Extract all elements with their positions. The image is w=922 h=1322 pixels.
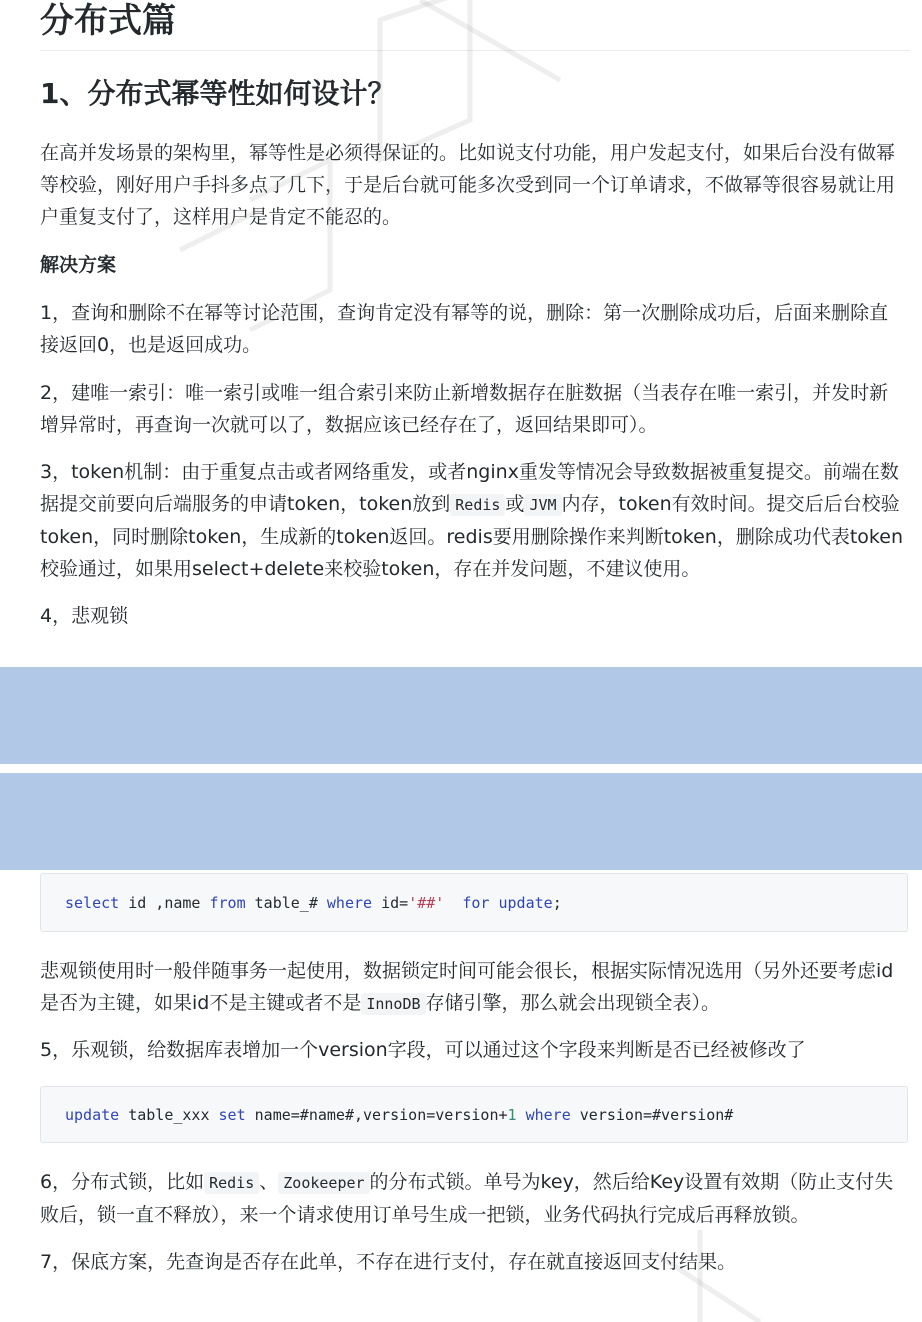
intro-paragraph: 在高并发场景的架构里，幂等性是必须得保证的。比如说支付功能，用户发起支付，如果后台没有做幂等校验，刚好用户手抖多点了几下，于是后台就可能多次受到同一个订单请求，不做幂等很容易就让用户重复支付了，这样用户是肯定不能忍的。 [40, 142, 896, 228]
code-token: update [65, 1106, 120, 1124]
code-token: where [525, 1106, 571, 1124]
code-token [517, 1106, 526, 1124]
code-token: id= [372, 894, 409, 912]
blank-band-1 [0, 667, 922, 764]
solution-item-1: 1，查询和删除不在幂等讨论范围，查询肯定没有幂等的说，删除：第一次删除成功后，后面来删除直接返回0，也是返回成功。 [40, 302, 889, 356]
question-heading: 1、分布式幂等性如何设计？ [40, 77, 396, 110]
title-divider [40, 50, 910, 51]
blank-band-2 [0, 773, 922, 870]
solution-item-7: 7，保底方案，先查询是否存在此单，不存在进行支付，存在就直接返回支付结果。 [40, 1251, 737, 1273]
solution-heading: 解决方案 [40, 254, 117, 276]
item3-text-c: 内存，token有效时间。提交后后台校验token，同时删除token，生成新的token返回。redis要用删除操作来判断token，删除成功代表token校验通过，如果用select+delete来校验token，存在并发问题，不建议使用。 [40, 493, 903, 580]
code-token: table_xxx [119, 1106, 219, 1124]
solution-item-4: 4，悲观锁 [40, 605, 129, 627]
code-token: update [498, 894, 553, 912]
code-token: ; [552, 894, 562, 912]
code-block-select [40, 873, 908, 932]
item6-text-b: 、 [259, 1171, 279, 1193]
code-token [444, 894, 462, 912]
code-token: for [462, 894, 490, 912]
pessimistic-lock-note [40, 955, 905, 1020]
code-token: table_# [245, 894, 327, 912]
item6-text-a: 6，分布式锁，比如 [40, 1171, 205, 1193]
code-token: id ,name [119, 894, 210, 912]
solution-item-5: 5，乐观锁，给数据库表增加一个version字段，可以通过这个字段来判断是否已经被修改了 [40, 1039, 806, 1061]
inline-code-zookeeper: Zookeeper [278, 1172, 369, 1194]
code-token: '##' [408, 894, 445, 912]
item6-text-c: 的分布式锁。单号为key，然后给Key设置有效期（防止支付失败后，锁一直不释放），来一个请求使用订单号生成一把锁，业务代码执行完成后再释放锁。 [40, 1171, 894, 1226]
code-token: from [209, 894, 246, 912]
item3-text-a: 3，token机制：由于重复点击或者网络重发，或者nginx重发等情况会导致数据被重复提交。前端在数据提交前要向后端服务的申请token，token放到 [40, 461, 899, 515]
code-token: version=#version# [570, 1106, 734, 1124]
inline-code-redis: Redis [450, 494, 505, 516]
solution-item-6 [40, 1166, 905, 1231]
pess-text-a: 悲观锁使用时一般伴随事务一起使用，数据锁定时间可能会很长，根据实际情况选用（另外还要考虑id是否为主键，如果id不是主键或者不是 [40, 960, 894, 1014]
inline-code-jvm: JVM [524, 494, 561, 516]
inline-code-innodb: InnoDB [361, 993, 425, 1015]
item3-text-b: 或 [505, 493, 525, 515]
pess-text-b: 存储引擎，那么就会出现锁全表）。 [425, 992, 721, 1014]
section-title: 分布式篇 [40, 1, 176, 41]
inline-code-redis-2: Redis [204, 1172, 259, 1194]
code-token [489, 894, 498, 912]
code-token: where [326, 894, 373, 912]
code-token: set [218, 1106, 246, 1124]
solution-item-2: 2，建唯一索引：唯一索引或唯一组合索引来防止新增数据存在脏数据（当表存在唯一索引，并发时新增异常时，再查询一次就可以了，数据应该已经存在了，返回结果即可）。 [40, 382, 889, 436]
solution-item-3 [40, 456, 905, 585]
code-block-update [40, 1086, 908, 1143]
code-token: 1 [507, 1106, 517, 1124]
code-token: select [65, 894, 120, 912]
code-token: name=#name#,version=version+ [245, 1106, 508, 1124]
